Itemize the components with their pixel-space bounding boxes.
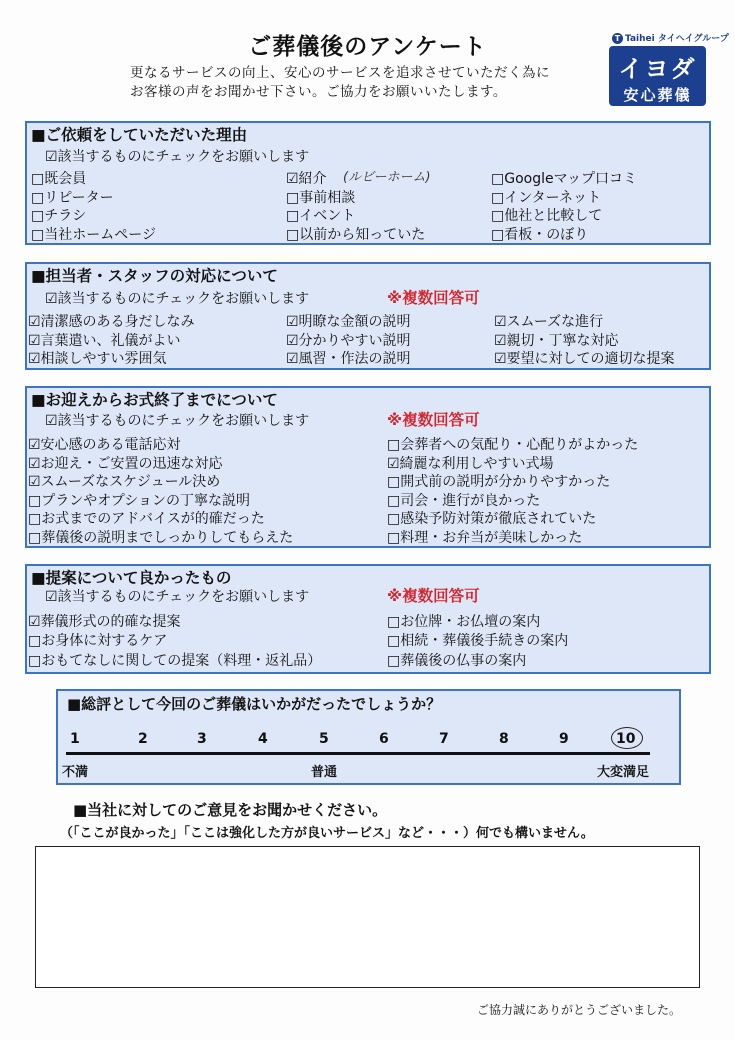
rating-option-2[interactable]: 2 [138, 731, 148, 747]
rating-option-8[interactable]: 8 [499, 731, 509, 747]
rating-option-6[interactable]: 6 [379, 731, 389, 747]
rating-low-label: 不満 [62, 765, 89, 780]
option-checkbox[interactable]: ☑お迎え・ご安置の迅速な対応 [28, 456, 223, 472]
option-checkbox[interactable]: ☑スムーズな進行 [494, 314, 604, 330]
option-checkbox[interactable]: □インターネット [491, 190, 601, 206]
rating-option-7[interactable]: 7 [439, 731, 449, 747]
option-checkbox[interactable]: □料理・お弁当が美味しかった [387, 530, 583, 546]
rating-option-5[interactable]: 5 [319, 731, 329, 747]
section-title: ■お迎えからお式終了までについて [31, 391, 278, 409]
option-checkbox[interactable]: ☑紹介 [286, 171, 327, 187]
option-checkbox[interactable]: □既会員 [31, 171, 87, 187]
option-checkbox[interactable]: □葬儀後の仏事の案内 [387, 653, 527, 669]
option-checkbox[interactable]: ☑綺麗な利用しやすい式場 [387, 456, 554, 472]
handwritten-note: (ルビーホーム) [343, 170, 431, 185]
rating-option-3[interactable]: 3 [197, 731, 207, 747]
selected-rating-circle [611, 727, 643, 749]
multi-answer-note: ※複数回答可 [387, 411, 480, 429]
option-checkbox[interactable]: □事前相談 [286, 190, 356, 206]
rating-mid-label: 普通 [311, 765, 338, 780]
rating-question: ■総評として今回のご葬儀はいかがだったでしょうか？ [67, 695, 442, 713]
option-checkbox[interactable]: □お位牌・お仏壇の案内 [387, 614, 541, 630]
option-checkbox[interactable]: □イベント [286, 208, 356, 224]
section-instruction: ☑該当するものにチェックをお願いします [45, 413, 310, 429]
multi-answer-note: ※複数回答可 [387, 587, 480, 605]
section-title: ■ご依頼をしていただいた理由 [31, 126, 248, 144]
option-checkbox[interactable]: ☑言葉遣い、礼儀がよい [28, 333, 181, 349]
option-checkbox[interactable]: □チラシ [31, 208, 87, 224]
logo-main-text: イヨダ [618, 55, 697, 83]
option-checkbox[interactable]: □Googleマップ口コミ [491, 171, 638, 187]
rating-scale-line [66, 752, 650, 755]
group-logo-text: Taihei タイヘイグループ [625, 34, 729, 44]
option-checkbox[interactable]: □会葬者への気配り・心配りがよかった [387, 437, 639, 453]
option-checkbox[interactable]: □お式までのアドバイスが的確だった [28, 511, 265, 527]
rating-option-1[interactable]: 1 [70, 731, 80, 747]
option-checkbox[interactable]: □他社と比較して [491, 208, 603, 224]
option-checkbox[interactable]: □おもてなしに関しての提案（料理・返礼品） [28, 653, 322, 669]
option-checkbox[interactable]: ☑風習・作法の説明 [286, 351, 411, 367]
multi-answer-note: ※複数回答可 [387, 289, 480, 307]
group-logo [612, 31, 729, 44]
company-logo [609, 46, 706, 106]
section-instruction: ☑該当するものにチェックをお願いします [45, 589, 310, 605]
option-checkbox[interactable]: □看板・のぼり [491, 227, 589, 243]
thanks-text: ご協力誠にありがとうございました。 [477, 1003, 682, 1017]
option-checkbox[interactable]: □感染予防対策が徹底されていた [387, 511, 597, 527]
option-checkbox[interactable]: ☑親切・丁寧な対応 [494, 333, 619, 349]
option-checkbox[interactable]: ☑明瞭な金額の説明 [286, 314, 411, 330]
intro-line-2: お客様の声をお聞かせ下さい。ご協力をお願いいたします。 [130, 84, 507, 100]
taihei-icon: T [612, 33, 623, 44]
option-checkbox[interactable]: □開式前の説明が分かりやすかった [387, 474, 611, 490]
rating-high-label: 大変満足 [597, 765, 650, 780]
logo-sub-text: 安心葬儀 [623, 86, 692, 104]
section-title: ■担当者・スタッフの対応について [31, 267, 278, 285]
section-title: ■提案について良かったもの [31, 569, 232, 587]
option-checkbox[interactable]: □司会・進行が良かった [387, 493, 541, 509]
option-checkbox[interactable]: □当社ホームページ [31, 227, 156, 243]
option-checkbox[interactable]: ☑葬儀形式の的確な提案 [28, 614, 181, 630]
option-checkbox[interactable]: □相続・葬儀後手続きの案内 [387, 633, 569, 649]
intro-line-1: 更なるサービスの向上、安心のサービスを追求させていただく為に [130, 65, 550, 81]
intro-text [130, 64, 550, 102]
option-checkbox[interactable]: ☑要望に対しての適切な提案 [494, 351, 675, 367]
option-checkbox[interactable]: ☑相談しやすい雰囲気 [28, 351, 167, 367]
opinion-subtitle: （「ここが良かった」「ここは強化した方が良いサービス」など・・・）何でも構いません。 [60, 826, 594, 841]
option-checkbox[interactable]: □以前から知っていた [286, 227, 426, 243]
option-checkbox[interactable]: ☑安心感のある電話応対 [28, 437, 181, 453]
option-checkbox[interactable]: ☑清潔感のある身だしなみ [28, 314, 195, 330]
option-checkbox[interactable]: □お身体に対するケア [28, 633, 168, 649]
rating-option-9[interactable]: 9 [559, 731, 569, 747]
opinion-textbox[interactable] [35, 846, 700, 988]
option-checkbox[interactable]: ☑分かりやすい説明 [286, 333, 411, 349]
option-checkbox[interactable]: □リピーター [31, 190, 114, 206]
option-checkbox[interactable]: □葬儀後の説明までしっかりしてもらえた [28, 530, 294, 546]
opinion-title: ■当社に対してのご意見をお聞かせください。 [73, 801, 388, 819]
section-instruction: ☑該当するものにチェックをお願いします [45, 149, 310, 165]
rating-option-4[interactable]: 4 [258, 731, 268, 747]
rating-option-10[interactable]: 10 [616, 731, 636, 747]
option-checkbox[interactable]: □プランやオプションの丁寧な説明 [28, 493, 250, 509]
section-instruction: ☑該当するものにチェックをお願いします [45, 291, 310, 307]
survey-title: ご葬儀後のアンケート [248, 34, 487, 60]
option-checkbox[interactable]: ☑スムーズなスケジュール決め [28, 474, 221, 490]
